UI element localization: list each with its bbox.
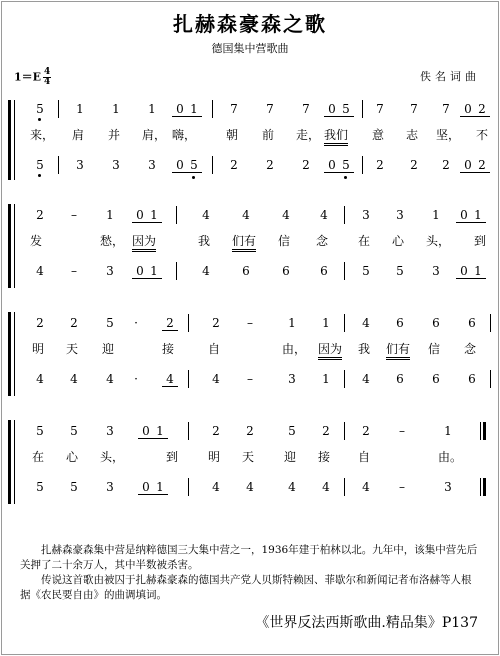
note: 2 — [474, 102, 490, 117]
note: 6 — [468, 316, 476, 330]
lyric: 坚， — [436, 128, 461, 142]
note: 2 — [162, 316, 178, 331]
lyric: 意 — [372, 128, 385, 142]
time-den: 4 — [44, 77, 51, 87]
time-num: 4 — [44, 67, 51, 77]
lyric: 念 — [316, 234, 329, 248]
note: 2 — [212, 424, 220, 438]
note: 1 — [112, 102, 120, 116]
song-title: 扎赫森豪森之歌 — [173, 12, 327, 36]
note: 2 — [212, 316, 220, 330]
barline — [344, 370, 345, 388]
melody-row — [22, 102, 492, 118]
lyric: 接 — [318, 450, 331, 464]
time-signature — [43, 68, 51, 87]
harmony-row — [22, 372, 492, 388]
note: 3 — [288, 372, 296, 386]
note: 4 — [70, 372, 78, 386]
lyric: 来， — [30, 128, 55, 142]
note: 7 — [230, 102, 238, 116]
system-brace — [8, 420, 11, 504]
lyric: 到 — [474, 234, 487, 248]
lyric: 由， — [282, 342, 307, 356]
note: 0 — [132, 208, 148, 223]
final-barline — [480, 422, 485, 440]
note: 0 — [172, 158, 188, 173]
note: 4 — [320, 208, 328, 222]
note: 6 — [242, 264, 250, 278]
system-3 — [8, 306, 492, 406]
lyric: 信 — [428, 342, 441, 356]
barline — [58, 100, 59, 118]
barline — [188, 422, 189, 440]
footnote-paragraph-2: 传说这首歌由被囚于扎赫森豪森的德国共产党人贝斯特赖因、菲歇尔和新闻记者布洛赫等人根据《农民要自由》的曲调填词。 — [20, 574, 472, 601]
barline — [188, 314, 189, 332]
note: 2 — [246, 424, 254, 438]
barline — [176, 206, 177, 224]
note: 3 — [362, 208, 370, 222]
system-4 — [8, 414, 492, 514]
lyric: 在 — [32, 450, 45, 464]
note: 4 — [162, 372, 178, 387]
lyric: 不 — [476, 128, 489, 142]
final-barline — [480, 478, 485, 496]
lyric: 接 — [162, 342, 175, 356]
note: 7 — [302, 102, 310, 116]
note: 2 — [266, 158, 274, 172]
note: 0 — [456, 208, 472, 223]
system-brace — [8, 204, 11, 288]
lyric: 并 — [108, 128, 121, 142]
system-2 — [8, 198, 492, 298]
lyric: 朝 — [226, 128, 239, 142]
lyric: 明 — [32, 342, 45, 356]
barline — [188, 370, 189, 388]
note: 4 — [282, 208, 290, 222]
note: 2 — [230, 158, 238, 172]
note: 1 — [152, 480, 168, 495]
note: 4 — [106, 372, 114, 386]
song-subtitle: 德国集中营歌曲 — [211, 42, 289, 55]
note: · — [134, 316, 138, 330]
lyric: 在 — [358, 234, 371, 248]
note: 3 — [76, 158, 84, 172]
system-brace — [8, 312, 11, 396]
lyric: 心 — [66, 450, 79, 464]
note: 0 — [172, 102, 188, 117]
note: 1 — [470, 208, 486, 223]
lyric: 走， — [296, 128, 321, 142]
note: 2 — [322, 424, 330, 438]
note: 7 — [376, 102, 384, 116]
note: 1 — [146, 208, 162, 223]
note: 4 — [212, 372, 220, 386]
barline — [344, 422, 345, 440]
lyric: 自 — [358, 450, 371, 464]
lyric: 自 — [208, 342, 221, 356]
note: 1 — [444, 424, 452, 438]
note: 5 — [36, 480, 44, 494]
note: 5 — [70, 424, 78, 438]
note: – — [71, 208, 77, 222]
system-1 — [8, 92, 492, 192]
note: 2 — [474, 158, 490, 173]
note: – — [71, 264, 77, 278]
note: 4 — [362, 372, 370, 386]
note: 3 — [106, 264, 114, 278]
note: 0 — [138, 480, 154, 495]
lyric: 心 — [392, 234, 405, 248]
note: 2 — [36, 208, 44, 222]
note: 3 — [106, 480, 114, 494]
note: 1 — [288, 316, 296, 330]
note: 7 — [410, 102, 418, 116]
note: 5 — [338, 158, 354, 173]
note: 6 — [320, 264, 328, 278]
lyric-row — [22, 126, 492, 142]
note: 4 — [242, 208, 250, 222]
melody-row — [22, 208, 492, 224]
barline — [176, 262, 177, 280]
lyric: 肩 — [72, 128, 85, 142]
note: 0 — [460, 158, 476, 173]
lyric: 头， — [426, 234, 451, 248]
note: 2 — [410, 158, 418, 172]
note: 6 — [396, 372, 404, 386]
lyric: 我 — [358, 342, 371, 356]
harmony-row — [22, 480, 492, 496]
note: 1 — [76, 102, 84, 116]
note: 2 — [376, 158, 384, 172]
note: 1 — [186, 102, 202, 117]
note: 0 — [324, 158, 340, 173]
lyric: 嗨， — [172, 128, 197, 142]
note: 3 — [396, 208, 404, 222]
melody-row — [22, 424, 492, 440]
note: 5 — [362, 264, 370, 278]
note: 2 — [442, 158, 450, 172]
note: 3 — [106, 424, 114, 438]
lyric: 们有 — [386, 340, 410, 360]
lyric: 信 — [278, 234, 291, 248]
lyric-row — [22, 448, 492, 464]
barline — [212, 156, 213, 174]
note: 1 — [152, 424, 168, 439]
barline — [344, 314, 345, 332]
note: 4 — [246, 480, 254, 494]
lyric: 志 — [406, 128, 419, 142]
note: 4 — [212, 480, 220, 494]
note: 3 — [112, 158, 120, 172]
lyric: 到 — [166, 450, 179, 464]
lyric: 由。 — [438, 450, 463, 464]
note: 5 — [36, 424, 44, 438]
note: 1 — [322, 316, 330, 330]
lyric: 迎 — [284, 450, 297, 464]
note: 1 — [146, 264, 162, 279]
lyric: 天 — [66, 342, 79, 356]
note: 0 — [132, 264, 148, 279]
note: 4 — [362, 480, 370, 494]
note: · — [134, 372, 138, 386]
note: 1 — [432, 208, 440, 222]
note: 7 — [266, 102, 274, 116]
note: – — [399, 480, 405, 494]
note: 5 — [70, 480, 78, 494]
note: 5 — [32, 158, 48, 172]
note: 2 — [302, 158, 310, 172]
note: 6 — [282, 264, 290, 278]
footnote-paragraph-1: 扎赫森豪森集中营是纳粹德国三大集中营之一，1936年建于柏林以北。九年中，该集中营先后关押了二十余万人，其中半数被杀害。 — [20, 544, 478, 571]
barline — [344, 478, 345, 496]
note: 2 — [36, 316, 44, 330]
lyric: 前 — [262, 128, 275, 142]
barline — [188, 478, 189, 496]
note: 5 — [186, 158, 202, 173]
melody-row — [22, 316, 492, 332]
key-signature — [14, 68, 51, 87]
note: 4 — [202, 208, 210, 222]
note: 0 — [460, 102, 476, 117]
note: 3 — [444, 480, 452, 494]
note: 4 — [362, 316, 370, 330]
harmony-row — [22, 158, 492, 174]
note: 0 — [456, 264, 472, 279]
lyric: 们有 — [232, 232, 256, 252]
lyric: 念 — [464, 342, 477, 356]
note: 5 — [338, 102, 354, 117]
note: 6 — [396, 316, 404, 330]
note: 2 — [362, 424, 370, 438]
note: 0 — [138, 424, 154, 439]
note: 3 — [432, 264, 440, 278]
barline — [212, 100, 213, 118]
note: 5 — [288, 424, 296, 438]
lyric: 肩， — [142, 128, 167, 142]
note: 5 — [106, 316, 114, 330]
source-citation: 《世界反法西斯歌曲.精品集》P137 — [255, 615, 478, 631]
barline — [490, 370, 491, 388]
note: – — [247, 372, 253, 386]
footnote — [20, 543, 480, 603]
lyric: 我 — [198, 234, 211, 248]
note: 6 — [468, 372, 476, 386]
barline — [58, 156, 59, 174]
note: 4 — [36, 264, 44, 278]
barline — [362, 156, 363, 174]
note: 3 — [148, 158, 156, 172]
note: 4 — [36, 372, 44, 386]
barline — [490, 314, 491, 332]
lyric: 天 — [242, 450, 255, 464]
barline — [344, 206, 345, 224]
lyric: 愁， — [100, 234, 125, 248]
note: – — [399, 424, 405, 438]
note: 2 — [70, 316, 78, 330]
lyric: 我们 — [324, 126, 348, 146]
note: 6 — [432, 372, 440, 386]
note: 4 — [288, 480, 296, 494]
barline — [344, 262, 345, 280]
lyric: 迎 — [102, 342, 115, 356]
note: 5 — [396, 264, 404, 278]
lyric: 头， — [100, 450, 125, 464]
note: 4 — [202, 264, 210, 278]
note: 7 — [442, 102, 450, 116]
note: 1 — [148, 102, 156, 116]
note: 1 — [470, 264, 486, 279]
note: 1 — [322, 372, 330, 386]
credit: 佚名词曲 — [420, 70, 480, 83]
note: 6 — [432, 316, 440, 330]
harmony-row — [22, 264, 492, 280]
lyric-row — [22, 340, 492, 356]
note: 1 — [106, 208, 114, 222]
lyric: 因为 — [132, 232, 156, 252]
key-prefix: 1＝E — [14, 70, 42, 84]
system-brace — [8, 100, 11, 180]
lyric: 发 — [30, 234, 43, 248]
note: 4 — [322, 480, 330, 494]
lyric: 明 — [208, 450, 221, 464]
lyric-row — [22, 232, 492, 248]
note: 0 — [324, 102, 340, 117]
note: – — [247, 316, 253, 330]
barline — [362, 100, 363, 118]
lyric: 因为 — [318, 340, 342, 360]
note: 5 — [32, 102, 48, 116]
